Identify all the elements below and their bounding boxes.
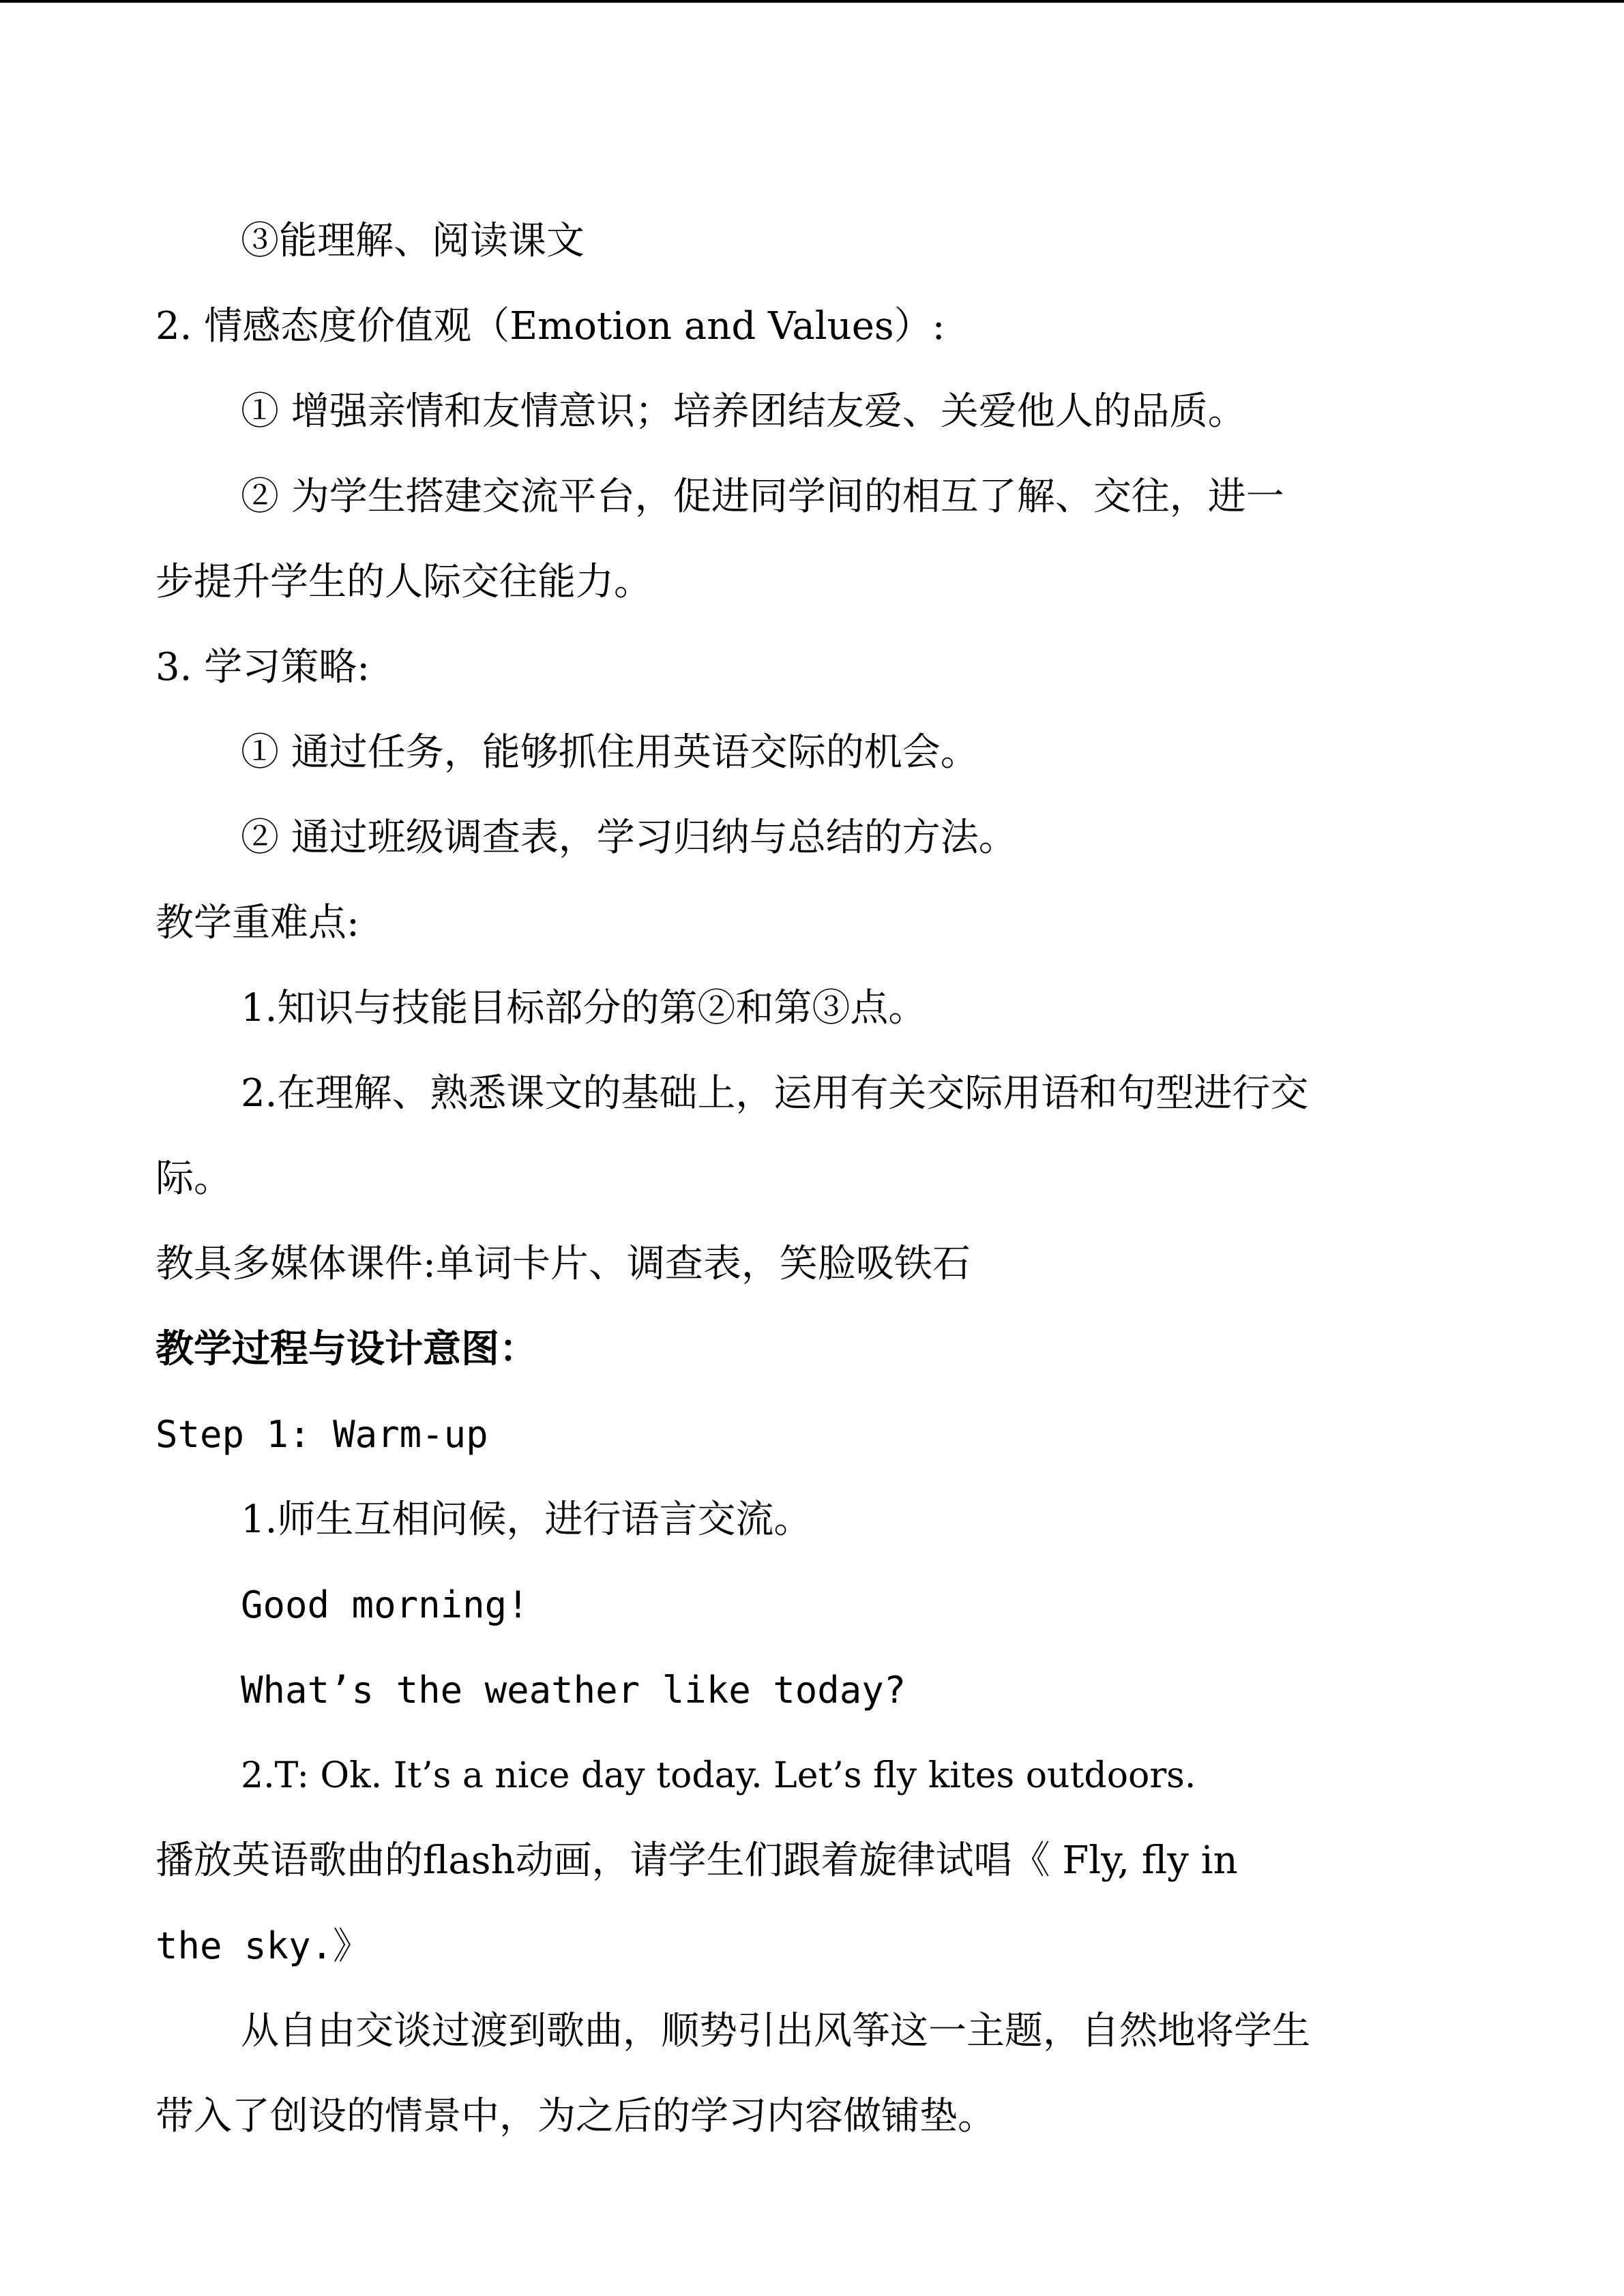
- key-point-2-continued: 际。: [156, 1157, 232, 1201]
- dialogue-good-morning: Good morning!: [241, 1583, 529, 1626]
- song-instruction: 播放英语歌曲的flash动画，请学生们跟着旋律试唱《 Fly, fly in: [156, 1838, 1238, 1883]
- song-title-continued: the sky.》: [156, 1924, 370, 1967]
- strategy-item-1: ① 通过任务，能够抓住用英语交际的机会。: [241, 730, 979, 775]
- design-intent: 从自由交谈过渡到歌曲，顺势引出风筝这一主题，自然地将学生: [241, 2009, 1310, 2053]
- dialogue-weather-question: What’s the weather like today?: [241, 1669, 906, 1712]
- step-1-heading: Step 1: Warm-up: [156, 1413, 488, 1456]
- step-1-item-2: 2.T: Ok. It’s a nice day today. Let’s fly kites outdoors.: [241, 1755, 1196, 1796]
- teaching-aids: 教具多媒体课件:单词卡片、调查表，笑脸吸铁石: [156, 1242, 971, 1286]
- emotion-item-2-continued: 步提升学生的人际交往能力。: [156, 560, 652, 604]
- section-heading-strategy: 3. 学习策略:: [156, 645, 370, 689]
- design-intent-continued: 带入了创设的情景中，为之后的学习内容做铺垫。: [156, 2094, 996, 2138]
- emotion-item-1: ① 增强亲情和友情意识；培养团结友爱、关爱他人的品质。: [241, 389, 1246, 434]
- key-point-2: 2.在理解、熟悉课文的基础上，运用有关交际用语和句型进行交: [241, 1071, 1309, 1116]
- step-1-item-1: 1.师生互相问候，进行语言交流。: [241, 1497, 812, 1542]
- section-heading-process: 教学过程与设计意图：: [156, 1327, 537, 1371]
- section-heading-key-points: 教学重难点:: [156, 901, 359, 945]
- emotion-item-2: ② 为学生搭建交流平台，促进同学间的相互了解、交往，进一: [241, 475, 1284, 519]
- section-heading-emotion-values: 2. 情感态度价值观（Emotion and Values）:: [156, 304, 945, 348]
- strategy-item-2: ② 通过班级调查表，学习归纳与总结的方法。: [241, 816, 1017, 860]
- objective-item-3: ③能理解、阅读课文: [241, 219, 585, 263]
- key-point-1: 1.知识与技能目标部分的第②和第③点。: [241, 986, 927, 1030]
